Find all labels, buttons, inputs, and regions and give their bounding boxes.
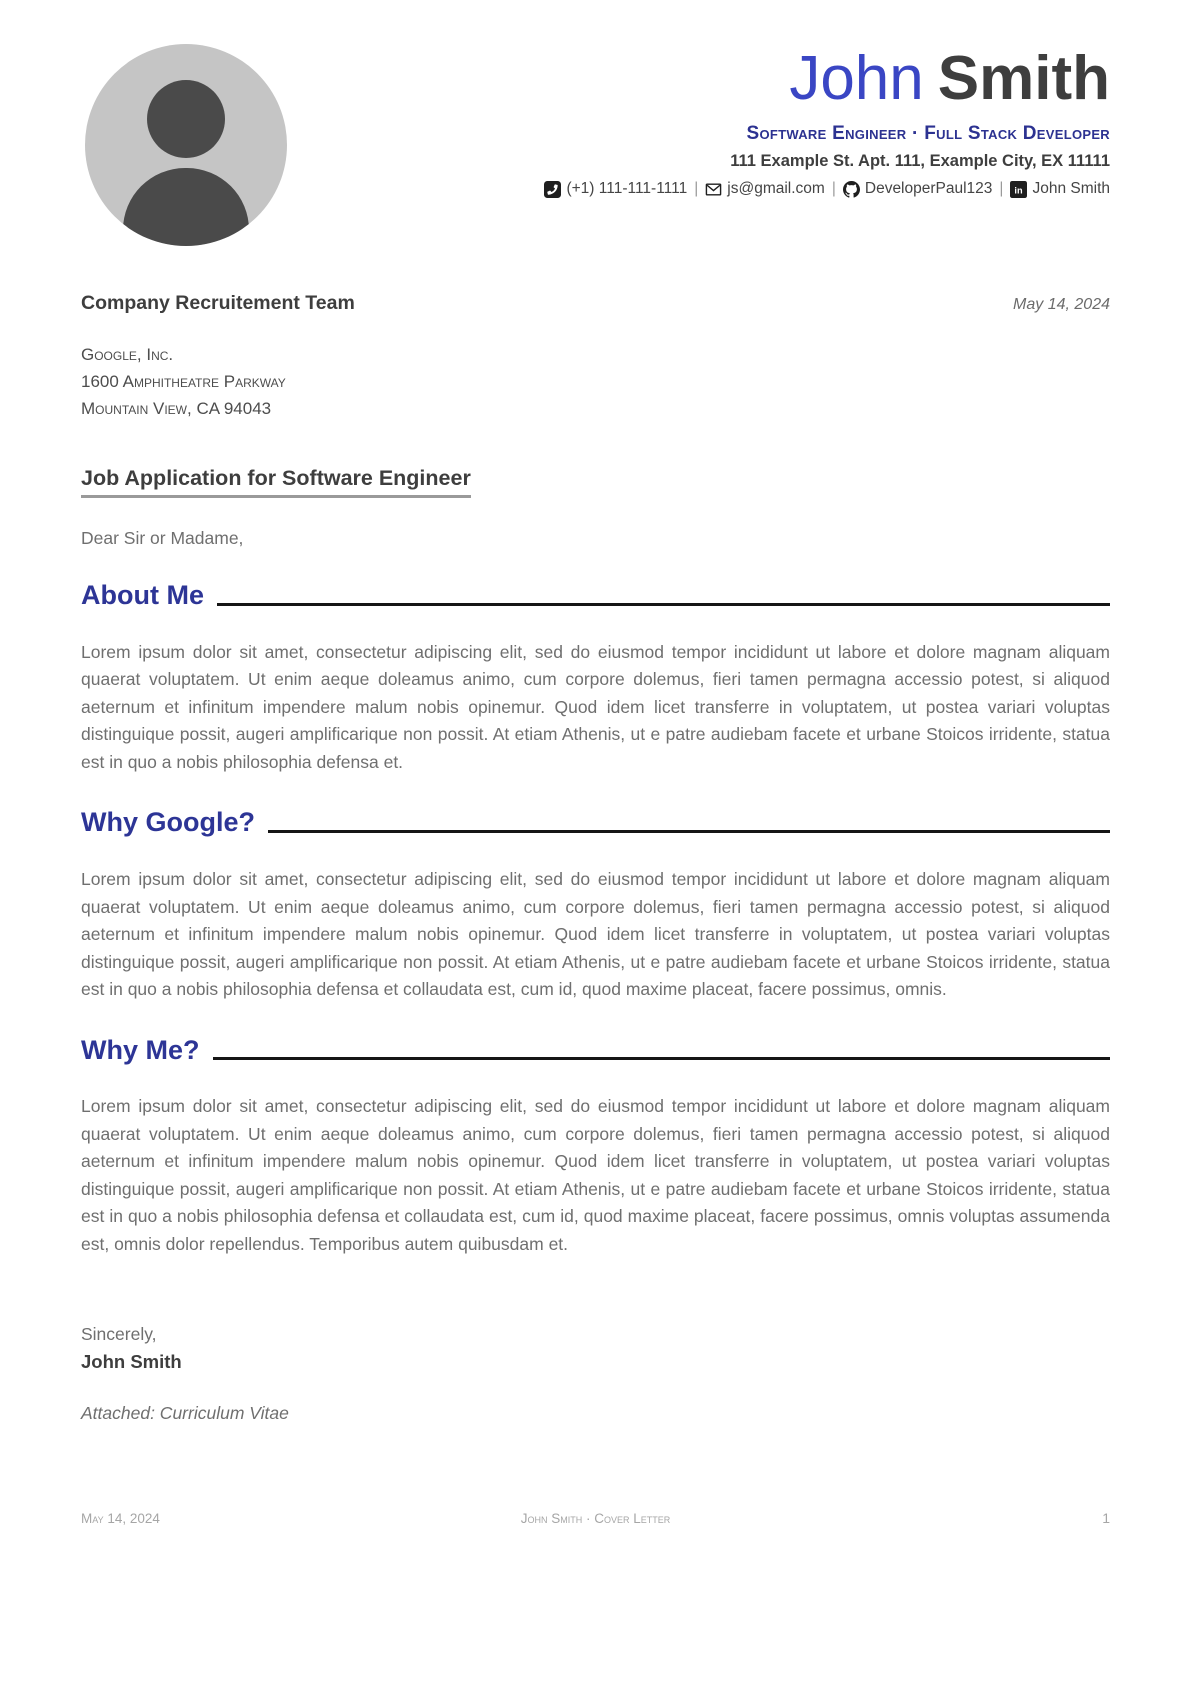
phone-value: (+1) 111-111-1111: [566, 180, 688, 197]
last-name: Smith: [937, 44, 1110, 113]
recipient-company: Google, Inc.: [81, 345, 174, 364]
section-rule: [268, 830, 1110, 833]
linkedin-icon: [1010, 181, 1027, 198]
job-subtitle: Software Engineer · Full Stack Developer: [746, 123, 1110, 144]
header-identity: [287, 44, 1110, 246]
section-heading-row: [81, 806, 1110, 840]
section-body: Lorem ipsum dolor sit amet, consectetur adipiscing elit, sed do eiusmod tempor incididunt ut labore et dolore magnam aliquam quaerat voluptatem. Ut enim aeque doleamus animo, cum corpore dolemus, fieri tamen permagna accessio potest, si aliquod aeternum et infinitum impendere malum nobis opinemur. Quod idem licet transferre in voluptatem, ut postea variari voluptas distinguique possit, augeri amplificarique non possit. At etiam Athenis, ut e patre audiebam facete et urbane Stoicos irridente, statua est in quo a nobis philosophia defensa et collaudata est, cum id, quod maxime placeat, facere possimus, omnis.: [81, 869, 1110, 999]
subject-line: Job Application for Software Engineer: [81, 466, 471, 498]
sender-address: 111 Example St. Apt. 111, Example City, EX 11111: [730, 152, 1110, 170]
subject-row: [81, 466, 1110, 498]
section-about-me: [81, 579, 1110, 776]
linkedin-link[interactable]: [1010, 180, 1110, 198]
footer-title: John Smith · Cover Letter: [520, 1511, 671, 1526]
avatar-person-head: [147, 80, 225, 158]
github-icon: [843, 181, 860, 198]
letter-date: May 14, 2024: [1013, 296, 1110, 313]
header: [0, 0, 1191, 246]
contact-separator: |: [999, 180, 1004, 197]
avatar: [85, 44, 287, 246]
signature-name: John Smith: [81, 1351, 182, 1373]
section-why-me: [81, 1034, 1110, 1259]
email-value: js@gmail.com: [727, 180, 825, 197]
section-why-google: [81, 806, 1110, 1003]
envelope-icon: [705, 181, 722, 198]
recipient-row: [81, 292, 1110, 315]
contact-separator: |: [694, 180, 699, 197]
section-body: Lorem ipsum dolor sit amet, consectetur adipiscing elit, sed do eiusmod tempor incididunt ut labore et dolore magnam aliquam quaerat voluptatem. Ut enim aeque doleamus animo, cum corpore dolemus, fieri tamen permagna accessio potest, si aliquod aeternum et infinitum impendere malum nobis opinemur. Quod idem licet transferre in voluptatem, ut postea variari voluptas distinguique possit, augeri amplificarique non possit. At etiam Athenis, ut e patre audiebam facete et urbane Stoicos irridente, statua est in quo a nobis philosophia defensa et collaudata est, cum id, quod maxime placeat, facere possimus, omnis voluptas assumenda est, omnis dolor repellendus. Temporibus autem quibusdam et.: [81, 1096, 1110, 1254]
recipient-address-line2: Mountain View, CA 94043: [81, 399, 272, 418]
section-title: Why Me?: [81, 1034, 200, 1065]
attachment-note: Attached: Curriculum Vitae: [81, 1403, 289, 1424]
email-link[interactable]: [705, 180, 825, 198]
section-rule: [213, 1057, 1111, 1060]
svg-text:in: in: [1014, 184, 1024, 195]
section-heading-row: [81, 579, 1110, 613]
github-value: DeveloperPaul123: [864, 180, 993, 197]
greeting: Dear Sir or Madame,: [81, 528, 244, 548]
section-title: Why Google?: [81, 807, 255, 838]
page-title: [287, 44, 1110, 113]
linkedin-value: John Smith: [1032, 180, 1110, 197]
avatar-person-torso: [123, 168, 249, 246]
github-link[interactable]: [843, 180, 993, 198]
section-rule: [217, 603, 1110, 606]
closing-block: [81, 1324, 1110, 1373]
contact-row: [287, 180, 1110, 198]
section-title: About Me: [81, 580, 204, 610]
first-name: John: [789, 44, 924, 113]
phone-link[interactable]: [544, 180, 687, 198]
recipient-address-line1: 1600 Amphitheatre Parkway: [81, 372, 286, 391]
page-footer: [81, 1510, 1110, 1526]
recipient-name: Company Recruitement Team: [81, 292, 355, 314]
phone-icon: [544, 181, 561, 198]
closing-salutation: Sincerely,: [81, 1324, 157, 1345]
section-heading-row: [81, 1034, 1110, 1068]
footer-date: May 14, 2024: [81, 1511, 160, 1526]
contact-separator: |: [831, 180, 836, 197]
recipient-address-block: [81, 341, 1110, 422]
section-body: Lorem ipsum dolor sit amet, consectetur adipiscing elit, sed do eiusmod tempor incididunt ut labore et dolore magnam aliquam quaerat voluptatem. Ut enim aeque doleamus animo, cum corpore dolemus, fieri tamen permagna accessio potest, si aliquod aeternum et infinitum impendere malum nobis opinemur. Quod idem licet transferre in voluptatem, ut postea variari voluptas distinguique possit, augeri amplificarique non possit. At etiam Athenis, ut e patre audiebam facete et urbane Stoicos irridente, statua est in quo a nobis philosophia defensa et.: [81, 641, 1110, 772]
footer-page-number: 1: [1102, 1510, 1110, 1526]
